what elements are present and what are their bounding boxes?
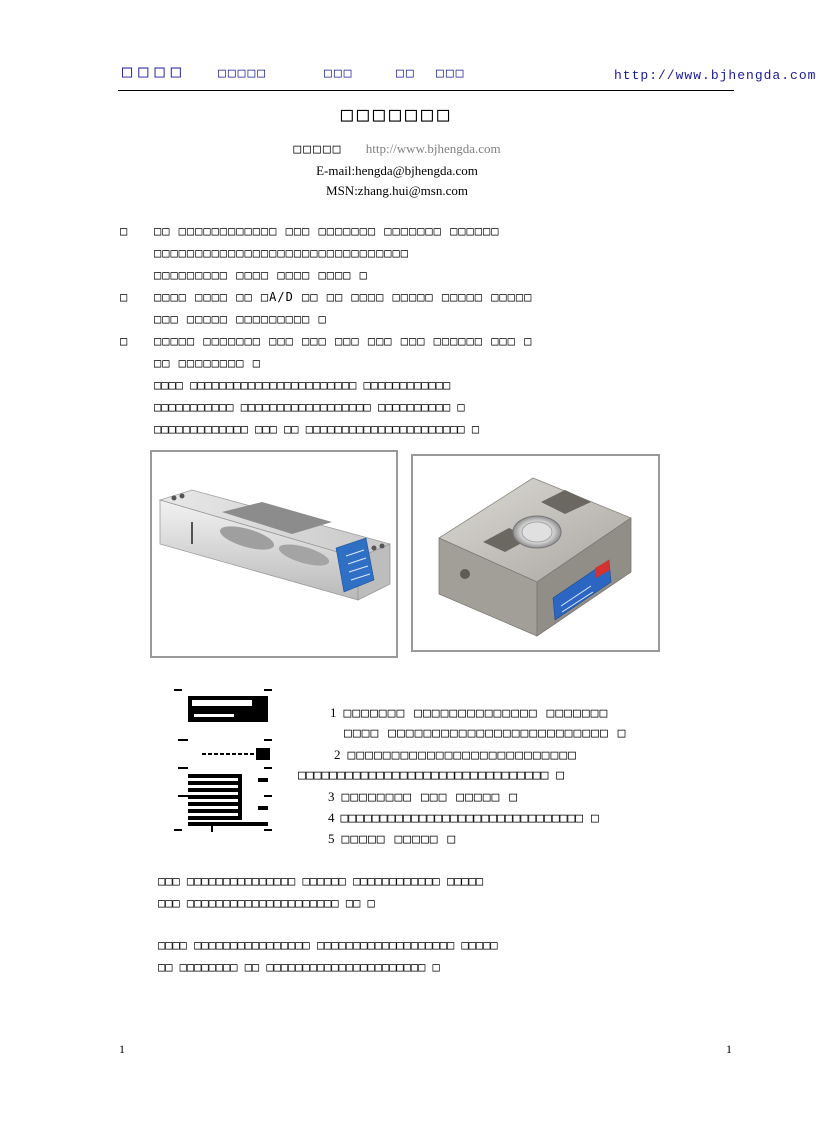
page-header bbox=[118, 62, 816, 91]
section-line: □□□□□□□□□□□□□□□□□□□□□□□□□□□□□□□ bbox=[154, 246, 409, 260]
author-msn: MSN:zhang.hui@msn.com bbox=[326, 183, 468, 198]
author-label: □□□□□ bbox=[293, 142, 343, 157]
paragraph-line: □□□ □□□□□□□□□□□□□□□□□□□□□ □□ □ bbox=[158, 896, 375, 910]
page-number-left: 1 bbox=[119, 1042, 125, 1056]
section-line: □□□□ □□□□ □□ □A/D □□ □□ □□□□ □□□□□ □□□□□ □□□□□ bbox=[154, 290, 533, 304]
list-item: 3 □□□□□□□□ □□□ □□□□□ □ bbox=[328, 789, 519, 805]
brand-name: □□□□ bbox=[122, 62, 187, 82]
author-site-link[interactable]: http://www.bjhengda.com bbox=[365, 141, 501, 156]
paragraph-line: □□□ □□□□□□□□□□□□□□□ □□□□□□ □□□□□□□□□□□□ □□□□□ bbox=[158, 874, 484, 888]
beam-load-cell-photo bbox=[150, 450, 398, 658]
list-item: □□□□□□□□□□□□□□□□□□□□□□□□□□□□□□□□ □ bbox=[298, 768, 565, 783]
strain-gauge-drawing bbox=[172, 684, 282, 834]
section-line: □□□□□□□□□□□ □□□□□□□□□□□□□□□□□□ □□□□□□□□□□ □ bbox=[154, 400, 465, 414]
page-number-right: 1 bbox=[726, 1042, 732, 1056]
header-tag: □□□ bbox=[324, 66, 354, 81]
paragraph-line: □□ □□□□□□□□ □□ □□□□□□□□□□□□□□□□□□□□□□ □ bbox=[158, 960, 440, 974]
section-line: □□□□ □□□□□□□□□□□□□□□□□□□□□□□ □□□□□□□□□□□□ bbox=[154, 378, 451, 392]
author-email[interactable]: E-mail:hengda@bjhengda.com bbox=[316, 163, 478, 178]
section-line: □□ □□□□□□□□□□□□ □□□ □□□□□□□ □□□□□□□ □□□□□□ bbox=[154, 224, 500, 238]
section-line: □□□□□□□□□ □□□□ □□□□ □□□□ □ bbox=[154, 268, 368, 282]
list-item: 2 □□□□□□□□□□□□□□□□□□□□□□□□□□ bbox=[334, 747, 577, 763]
section-line: □□□ □□□□□ □□□□□□□□□ □ bbox=[154, 312, 327, 326]
section-line: □□□□□ □□□□□□□ □□□ □□□ □□□ □□□ □□□ □□□□□□ □□□ □ bbox=[154, 334, 533, 348]
s-type-load-cell-photo bbox=[411, 454, 660, 652]
header-tag: □□ bbox=[396, 66, 416, 81]
header-tag: □□□□□ bbox=[218, 66, 268, 81]
document-title: □□□□□□□ bbox=[340, 102, 454, 126]
list-item: □□□□ □□□□□□□□□□□□□□□□□□□□□□□□□ □ bbox=[344, 726, 627, 741]
beam-load-cell-drawing bbox=[152, 452, 396, 656]
list-item: 5 □□□□□ □□□□□ □ bbox=[328, 831, 457, 847]
section-line: □□ □□□□□□□□ □ bbox=[154, 356, 261, 370]
header-url-link[interactable]: http://www.bjhengda.com bbox=[614, 68, 816, 83]
section-line: □□□□□□□□□□□□□ □□□ □□ □□□□□□□□□□□□□□□□□□□□□□ □ bbox=[154, 422, 480, 436]
header-tag: □□□ bbox=[436, 66, 466, 81]
author-line bbox=[0, 141, 794, 157]
list-item: 4 □□□□□□□□□□□□□□□□□□□□□□□□□□□□□□□ □ bbox=[328, 810, 599, 826]
bullet: □ bbox=[120, 290, 129, 304]
bullet: □ bbox=[120, 224, 129, 238]
bullet: □ bbox=[120, 334, 129, 348]
s-type-load-cell-drawing bbox=[413, 456, 658, 650]
list-item: 1 □□□□□□□ □□□□□□□□□□□□□□ □□□□□□□ bbox=[330, 705, 609, 721]
paragraph-line: □□□□ □□□□□□□□□□□□□□□□ □□□□□□□□□□□□□□□□□□□ □□□□□ bbox=[158, 938, 498, 952]
strain-gauge-diagram bbox=[172, 684, 282, 834]
